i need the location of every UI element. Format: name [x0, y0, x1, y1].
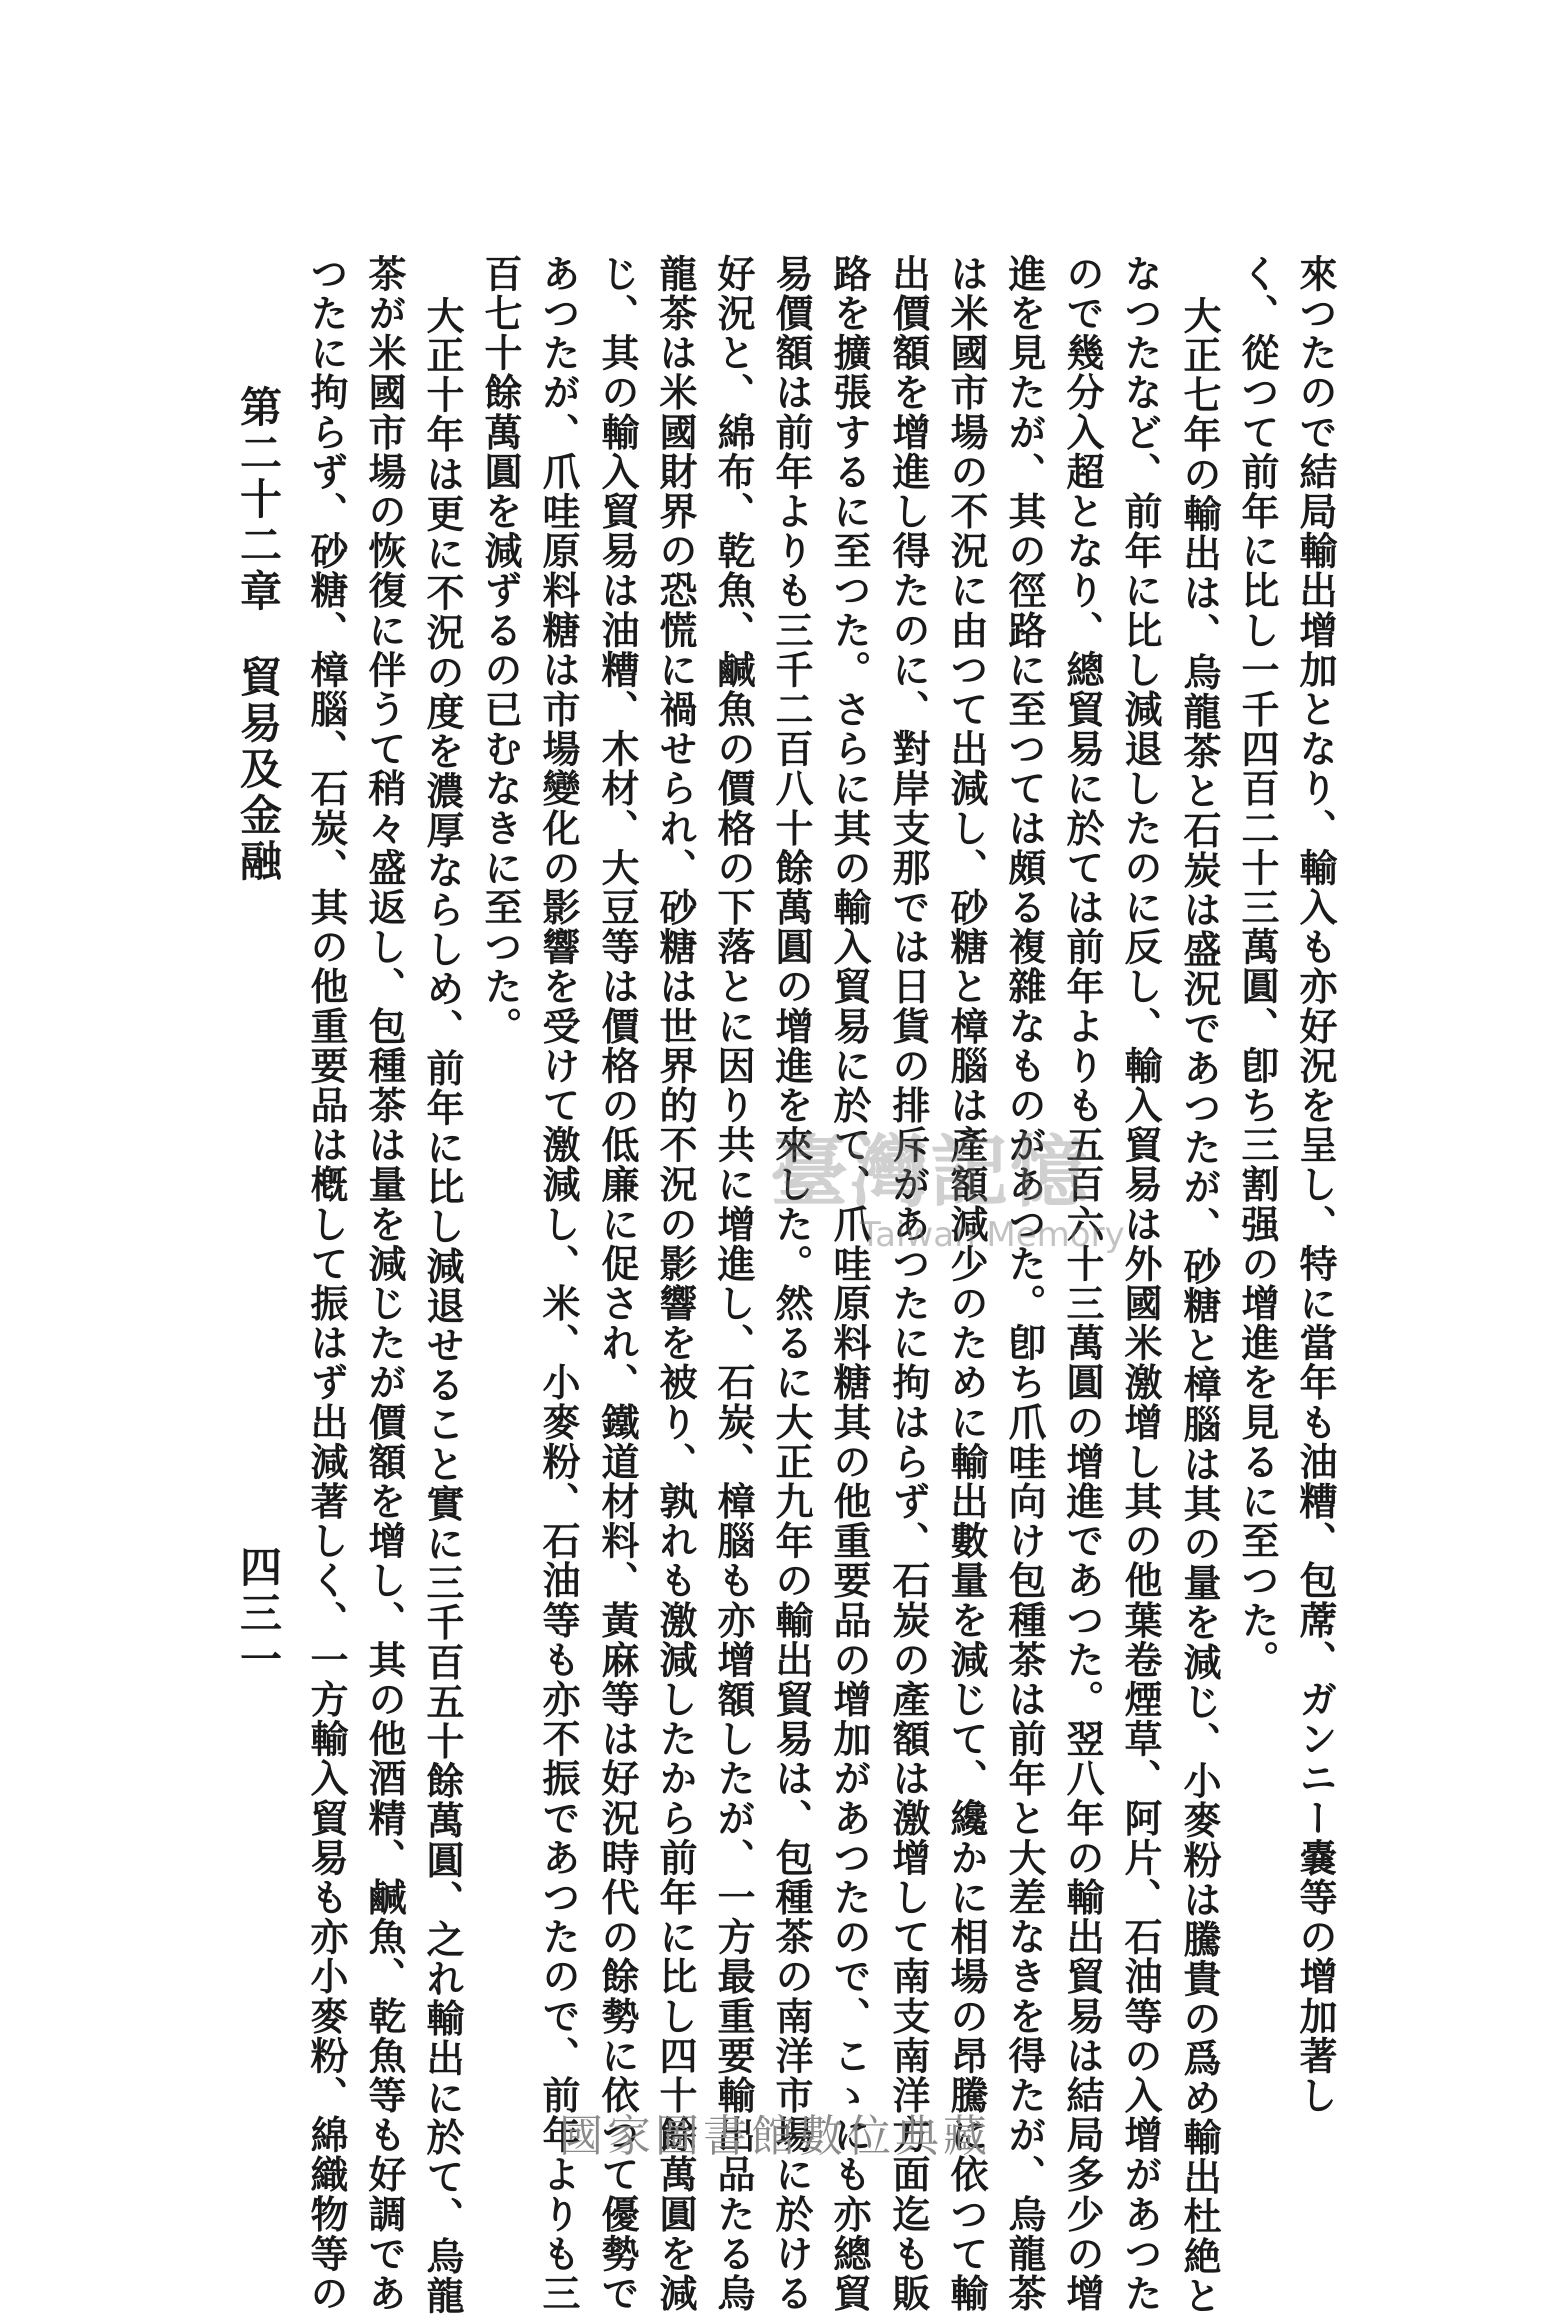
text-column: 來つたので結局輸出增加となり、輸入も亦好況を呈し、特に當年も油糟、包蓆、ガンニー嚢等の增加著し [1293, 254, 1338, 2116]
text-column: 大正七年の輸出は、烏龍茶と石炭は盛況であつたが、砂糖と樟腦は其の量を減じ、小麥粉は騰貴の爲め輸出杜絶と [1177, 296, 1222, 2316]
section-title: 貿易及金融 [234, 655, 283, 885]
text-column: あつたが、爪哇原料糖は市場變化の影響を受けて激減し、米、小麥粉、石油等も亦不振であつたので、前年よりも三 [536, 254, 581, 2314]
text-column: 百七十餘萬圓を減ずるの已むなきに至つた。 [478, 254, 523, 1046]
library-footer: 國家圖書館數位典藏 [559, 2111, 991, 2162]
chapter-footer [232, 385, 284, 885]
text-column: 易價額は前年よりも三千二百八十餘萬圓の增進を來した。然るに大正九年の輸出貿易は、包種茶の南洋市場に於ける [769, 254, 814, 2314]
text-column: く、從つて前年に比し一千四百二十三萬圓、卽ち三割强の增進を見るに至つた。 [1235, 254, 1280, 1680]
text-column: 好況と、綿布、乾魚、鹹魚の價格の下落とに因り共に增進し、石炭、樟腦も亦增額したが、一方最重要輸出品たる烏 [711, 254, 756, 2314]
text-column: 大正十年は更に不況の度を濃厚ならしめ、前年に比し減退せること實に三千百五十餘萬圓、之れ輸出に於て、烏龍 [420, 296, 465, 2316]
text-column: 進を見たが、其の徑路に至つては頗る複雜なものがあつた。卽ち爪哇向け包種茶は前年と大差なきを得たが、烏龍茶 [1002, 254, 1047, 2314]
text-column: は米國市場の不況に由つて出減し、砂糖と樟腦は產額減少のために輸出數量を減じて、纔かに相場の昂騰に依つて輸 [944, 254, 989, 2314]
text-column: つたに拘らず、砂糖、樟腦、石炭、其の他重要品は槪して振はず出減著しく、一方輸入貿易も亦小麥粉、綿織物等の [304, 254, 349, 2314]
text-column: 茶が米國市場の恢復に伴うて稍々盛返し、包種茶は量を減じたが價額を增し、其の他酒精、鹹魚、乾魚等も好調であ [362, 254, 407, 2314]
text-column: なつたなど、前年に比し減退したのに反し、輸入貿易は外國米激增し其の他葉卷煙草、阿片、石油等の入增があつた [1118, 254, 1163, 2314]
text-column: 出價額を增進し得たのに、對岸支那では日貨の排斥があつたに拘はらず、石炭の產額は激增して南支南洋方面迄も販 [886, 254, 931, 2314]
text-column: 路を擴張するに至つた。さらに其の輸入貿易に於て、爪哇原料糖其の他重要品の增加があつたので、こゝにも亦總貿 [827, 254, 872, 2314]
text-column: ので幾分入超となり、總貿易に於ては前年よりも五百六十三萬圓の增進であつた。翌八年の輸出貿易は結局多少の增 [1060, 254, 1105, 2314]
text-column: 龍茶は米國財界の恐慌に禍せられ、砂糖は世界的不況の影響を被り、孰れも激減したから前年に比し四十餘萬圓を減 [653, 254, 698, 2314]
page-number: 四三一 [234, 1545, 283, 1683]
watermark-logo-subtitle: Taiwan Memory [860, 1215, 1125, 1255]
text-column: じ、其の輸入貿易は油糟、木材、大豆等は價格の低廉に促され、鐵道材料、黃麻等は好況時代の餘勢に依つて優勢で [595, 254, 640, 2314]
watermark-logo: 臺灣記憶 [770, 1127, 1091, 1218]
chapter-title: 第二十二章 [234, 385, 283, 615]
